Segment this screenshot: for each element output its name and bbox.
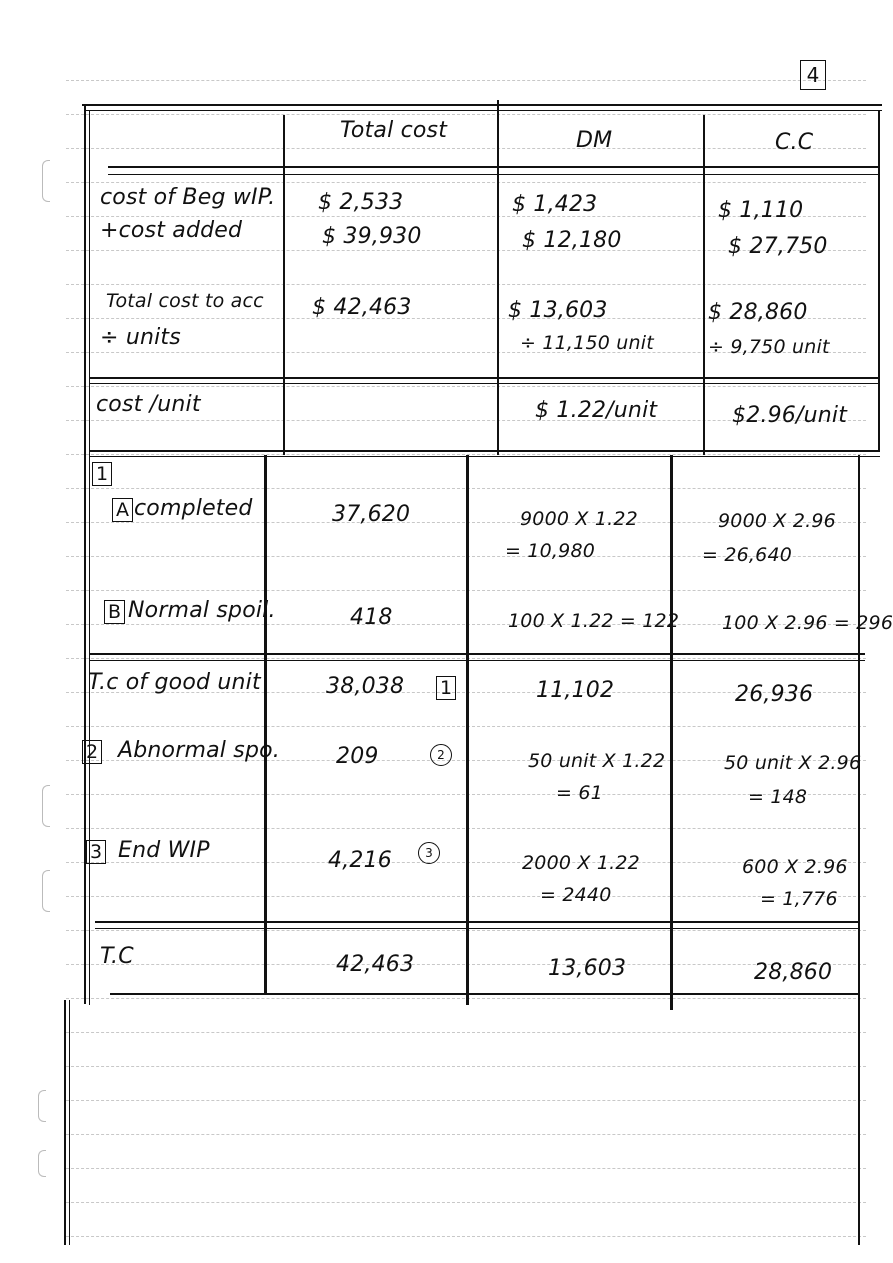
binder-hole-mark xyxy=(42,870,50,912)
normal-spoil-marker: B xyxy=(104,600,125,624)
end-wip-dm-calc: 2000 X 1.22 xyxy=(522,852,640,874)
end-wip-cc-calc: 600 X 2.96 xyxy=(742,856,848,878)
good-unit-dm: 11,102 xyxy=(536,678,615,703)
label-abnormal-spoil: Abnormal spo. xyxy=(118,738,280,763)
good-unit-total: 38,038 xyxy=(326,674,405,699)
row-divider xyxy=(90,377,878,379)
binder-hole-mark xyxy=(42,785,50,827)
header-total-cost: Total cost xyxy=(340,118,448,143)
label-total-cost-to-acc: Total cost to acc xyxy=(106,290,264,312)
cost-added-total: $ 39,930 xyxy=(322,224,422,249)
section-1-marker: 1 xyxy=(92,462,112,486)
header-cc: C.C xyxy=(775,130,814,155)
completed-cc-calc: 9000 X 2.96 xyxy=(718,510,836,532)
row-divider xyxy=(95,921,860,923)
normal-spoil-cc: 100 X 2.96 = 296 xyxy=(722,612,893,634)
cost-added-dm: $ 12,180 xyxy=(522,228,622,253)
ruled-line xyxy=(66,1236,866,1237)
cost-added-cc: $ 27,750 xyxy=(728,234,828,259)
label-beg-wip: cost of Beg wIP. xyxy=(100,185,276,210)
ruled-line xyxy=(66,182,866,183)
total-to-acc-dm: $ 13,603 xyxy=(508,298,608,323)
table-top-border xyxy=(82,104,882,106)
ruled-line xyxy=(66,1134,866,1135)
table-left-border-inner xyxy=(89,110,90,1005)
label-cost-per-unit: cost /unit xyxy=(96,392,201,417)
normal-spoil-total: 418 xyxy=(350,605,393,630)
column-divider xyxy=(497,100,499,455)
abnormal-cc-calc: 50 unit X 2.96 xyxy=(724,752,862,774)
cost-per-unit-dm: $ 1.22/unit xyxy=(535,398,658,423)
ruled-line xyxy=(66,80,866,81)
page-number: 4 xyxy=(800,60,826,90)
abnormal-total: 209 xyxy=(336,744,379,769)
abnormal-cc-result: = 148 xyxy=(748,786,808,808)
label-total-cost: T.C xyxy=(100,944,134,969)
table-right-border xyxy=(878,110,880,450)
beg-wip-total: $ 2,533 xyxy=(318,190,404,215)
label-good-unit: T.c of good unit xyxy=(88,670,261,695)
good-unit-cc: 26,936 xyxy=(735,682,814,707)
table-left-border xyxy=(84,104,86,1004)
label-units: ÷ units xyxy=(100,325,181,350)
ruled-line xyxy=(66,1100,866,1101)
label-cost-added: +cost added xyxy=(100,218,243,243)
end-wip-dm-result: = 2440 xyxy=(540,884,612,906)
ruled-line xyxy=(66,386,866,387)
label-end-wip: End WIP xyxy=(118,838,210,863)
column-divider xyxy=(670,455,673,1010)
column-divider xyxy=(264,455,267,995)
row-divider xyxy=(90,653,865,655)
completed-marker: A xyxy=(112,498,133,522)
beg-wip-cc: $ 1,110 xyxy=(718,198,804,223)
end-wip-cc-result: = 1,776 xyxy=(760,888,838,910)
ruled-line xyxy=(66,148,866,149)
row-divider xyxy=(90,383,878,384)
binder-hole-mark xyxy=(38,1150,46,1177)
abnormal-marker: 2 xyxy=(82,740,102,764)
section-divider xyxy=(90,450,880,452)
total-to-acc-total: $ 42,463 xyxy=(312,295,412,320)
abnormal-dm-result: = 61 xyxy=(556,782,603,804)
completed-dm-calc: 9000 X 1.22 xyxy=(520,508,638,530)
units-dm: ÷ 11,150 unit xyxy=(520,332,654,354)
normal-spoil-dm: 100 X 1.22 = 122 xyxy=(508,610,680,632)
label-completed: completed xyxy=(134,496,253,521)
good-unit-tag: 1 xyxy=(436,676,456,700)
abnormal-dm-calc: 50 unit X 1.22 xyxy=(528,750,666,772)
section-divider xyxy=(90,456,880,457)
row-divider xyxy=(108,166,878,168)
completed-cc-result: = 26,640 xyxy=(702,544,793,566)
abnormal-tag: 2 xyxy=(430,744,452,766)
binder-hole-mark xyxy=(42,160,50,202)
binder-hole-mark xyxy=(38,1090,46,1122)
ruled-line xyxy=(66,114,866,115)
margin-line xyxy=(64,1000,66,1245)
cost-per-unit-cc: $2.96/unit xyxy=(732,403,848,428)
beg-wip-dm: $ 1,423 xyxy=(512,192,598,217)
table-top-border-inner xyxy=(86,110,882,111)
margin-line-inner xyxy=(69,1000,70,1245)
completed-dm-result: = 10,980 xyxy=(505,540,596,562)
end-wip-marker: 3 xyxy=(86,840,106,864)
table-right-border xyxy=(858,455,860,1245)
ruled-line xyxy=(66,1202,866,1203)
label-normal-spoil: Normal spoil. xyxy=(128,598,276,623)
row-divider xyxy=(90,660,865,661)
end-wip-tag: 3 xyxy=(418,842,440,864)
ruled-line xyxy=(66,284,866,285)
total-total: 42,463 xyxy=(336,952,415,977)
completed-total: 37,620 xyxy=(332,502,411,527)
header-dm: DM xyxy=(576,128,613,153)
ruled-line xyxy=(66,1066,866,1067)
total-cc: 28,860 xyxy=(754,960,833,985)
ruled-line xyxy=(66,1032,866,1033)
row-divider xyxy=(95,928,860,929)
table-bottom-border xyxy=(110,993,860,995)
total-dm: 13,603 xyxy=(548,956,627,981)
end-wip-total: 4,216 xyxy=(328,848,392,873)
total-to-acc-cc: $ 28,860 xyxy=(708,300,808,325)
units-cc: ÷ 9,750 unit xyxy=(708,336,830,358)
row-divider xyxy=(108,174,878,175)
ruled-line xyxy=(66,1168,866,1169)
